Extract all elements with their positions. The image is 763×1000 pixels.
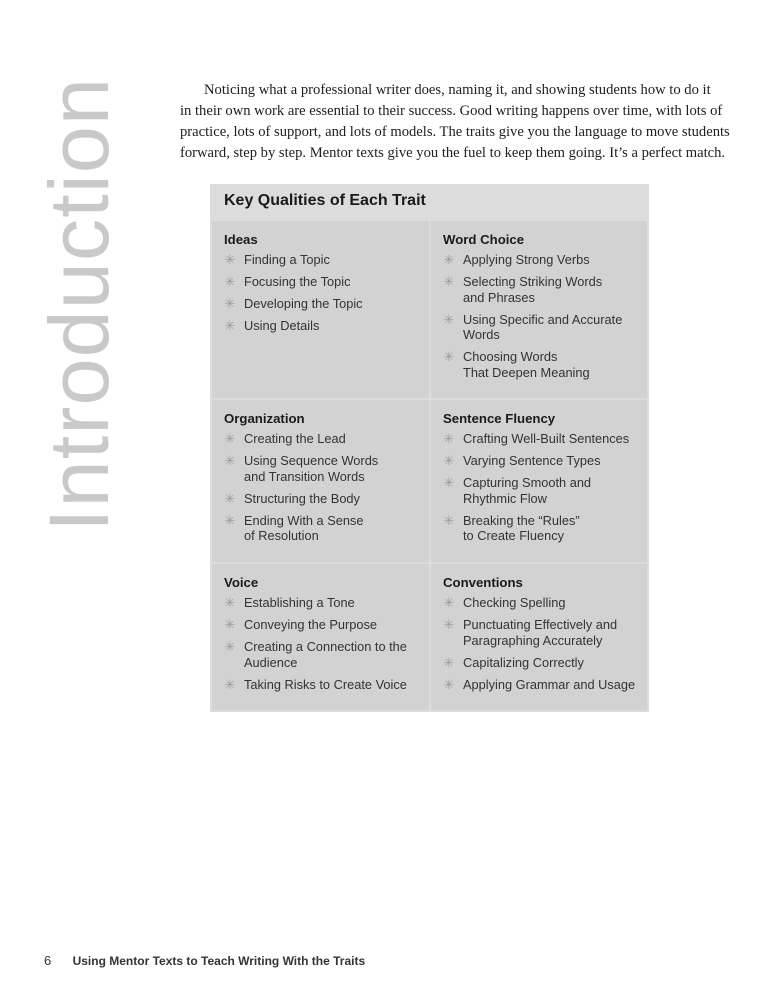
asterisk-bullet-icon: ✳ <box>443 676 455 692</box>
asterisk-bullet-icon: ✳ <box>224 512 236 528</box>
asterisk-bullet-icon: ✳ <box>224 617 236 632</box>
trait-list-item <box>224 595 419 611</box>
trait-item-text: Using Sequence Words and Transition Words <box>244 453 379 484</box>
trait-item-text: Taking Risks to Create Voice <box>244 676 407 692</box>
trait-cell <box>212 400 429 562</box>
trait-cell <box>431 400 647 562</box>
trait-heading: Organization <box>224 411 305 426</box>
trait-item-text: Establishing a Tone <box>244 595 355 610</box>
asterisk-bullet-icon: ✳ <box>443 453 455 468</box>
trait-list-item <box>224 491 419 507</box>
intro-line: forward, step by step. Mentor texts give you the fuel to keep them going. It’s a perfect match. <box>180 145 726 161</box>
trait-list <box>224 252 419 334</box>
intro-line: Noticing what a professional writer does, naming it, and showing students how to do it <box>204 82 711 98</box>
trait-list-item <box>224 431 419 447</box>
trait-list <box>443 431 637 544</box>
asterisk-bullet-icon: ✳ <box>224 296 236 311</box>
asterisk-bullet-icon: ✳ <box>224 274 236 289</box>
trait-item-text: Creating a Connection to the Audience <box>244 639 407 670</box>
trait-item-text: Checking Spelling <box>463 595 566 610</box>
trait-item-text: Finding a Topic <box>244 252 330 267</box>
trait-list-item <box>443 252 637 268</box>
section-title-vertical <box>32 70 126 540</box>
page-number: 6 <box>44 953 52 968</box>
trait-cell <box>212 221 429 398</box>
trait-list-item <box>224 318 419 334</box>
asterisk-bullet-icon: ✳ <box>224 453 236 468</box>
trait-item-text: Using Specific and Accurate Words <box>463 311 623 342</box>
asterisk-bullet-icon: ✳ <box>443 595 455 610</box>
trait-list-item <box>224 617 419 633</box>
intro-line: in their own work are essential to their success. Good writing happens over time, with lots of <box>180 103 723 119</box>
trait-cell <box>431 564 647 710</box>
trait-list-item <box>224 639 419 670</box>
trait-list-item <box>443 655 637 671</box>
trait-list <box>224 431 419 544</box>
asterisk-bullet-icon: ✳ <box>443 617 455 632</box>
trait-list-item <box>443 312 637 343</box>
trait-list-item <box>443 595 637 611</box>
asterisk-bullet-icon: ✳ <box>224 318 236 333</box>
key-qualities-box <box>210 184 649 712</box>
trait-heading: Sentence Fluency <box>443 411 556 426</box>
trait-list-item <box>443 274 637 305</box>
asterisk-bullet-icon: ✳ <box>224 252 236 267</box>
trait-list-item <box>443 431 637 447</box>
trait-list-item <box>443 677 637 693</box>
trait-list-item <box>443 617 637 648</box>
asterisk-bullet-icon: ✳ <box>224 639 236 654</box>
trait-item-text: Applying Strong Verbs <box>463 252 590 267</box>
section-title-text: Introduction <box>32 81 126 532</box>
box-title: Key Qualities of Each Trait <box>224 192 426 209</box>
trait-item-text: Punctuating Effectively and Paragraphing Accurately <box>463 617 618 648</box>
trait-list <box>443 252 637 380</box>
trait-list-item <box>443 513 637 544</box>
trait-item-text: Choosing Words That Deepen Meaning <box>463 349 590 380</box>
asterisk-bullet-icon: ✳ <box>443 475 455 490</box>
trait-item-text: Crafting Well-Built Sentences <box>463 431 630 446</box>
trait-list <box>443 595 637 692</box>
page-footer <box>44 953 365 968</box>
trait-item-text: Capitalizing Correctly <box>463 654 584 670</box>
intro-paragraph <box>180 80 730 164</box>
trait-item-text: Conveying the Purpose <box>244 617 378 632</box>
trait-item-text: Capturing Smooth and Rhythmic Flow <box>463 475 592 506</box>
asterisk-bullet-icon: ✳ <box>224 595 236 610</box>
trait-list-item <box>224 453 419 484</box>
trait-heading: Conventions <box>443 575 523 590</box>
book-title: Using Mentor Texts to Teach Writing With the Traits <box>72 954 366 968</box>
trait-list-item <box>224 677 419 693</box>
asterisk-bullet-icon: ✳ <box>443 349 455 364</box>
trait-item-text: Ending With a Sense of Resolution <box>244 512 364 543</box>
trait-list-item <box>224 296 419 312</box>
trait-list-item <box>224 513 419 544</box>
trait-list-item <box>224 252 419 268</box>
trait-item-text: Breaking the “Rules” to Create Fluency <box>463 512 580 543</box>
asterisk-bullet-icon: ✳ <box>443 431 455 446</box>
trait-heading: Ideas <box>224 232 258 247</box>
trait-item-text: Creating the Lead <box>244 431 346 446</box>
trait-list-item <box>443 453 637 469</box>
trait-item-text: Varying Sentence Types <box>463 453 601 468</box>
trait-cell <box>431 221 647 398</box>
asterisk-bullet-icon: ✳ <box>224 676 236 692</box>
trait-list-item <box>224 274 419 290</box>
trait-list-item <box>443 349 637 380</box>
trait-heading: Voice <box>224 575 259 590</box>
asterisk-bullet-icon: ✳ <box>224 431 236 446</box>
trait-item-text: Developing the Topic <box>244 296 363 311</box>
trait-list <box>224 595 419 692</box>
asterisk-bullet-icon: ✳ <box>443 512 455 528</box>
trait-item-text: Structuring the Body <box>244 490 360 506</box>
intro-line: practice, lots of support, and lots of models. The traits give you the language to move students <box>180 124 730 140</box>
asterisk-bullet-icon: ✳ <box>224 490 236 506</box>
asterisk-bullet-icon: ✳ <box>443 311 455 327</box>
asterisk-bullet-icon: ✳ <box>443 654 455 670</box>
trait-item-text: Applying Grammar and Usage <box>463 676 636 692</box>
trait-item-text: Focusing the Topic <box>244 274 351 289</box>
asterisk-bullet-icon: ✳ <box>443 252 455 267</box>
trait-item-text: Selecting Striking Words and Phrases <box>463 274 603 305</box>
trait-list-item <box>443 475 637 506</box>
trait-cell <box>212 564 429 710</box>
trait-heading: Word Choice <box>443 232 525 247</box>
trait-item-text: Using Details <box>244 318 320 333</box>
asterisk-bullet-icon: ✳ <box>443 274 455 289</box>
